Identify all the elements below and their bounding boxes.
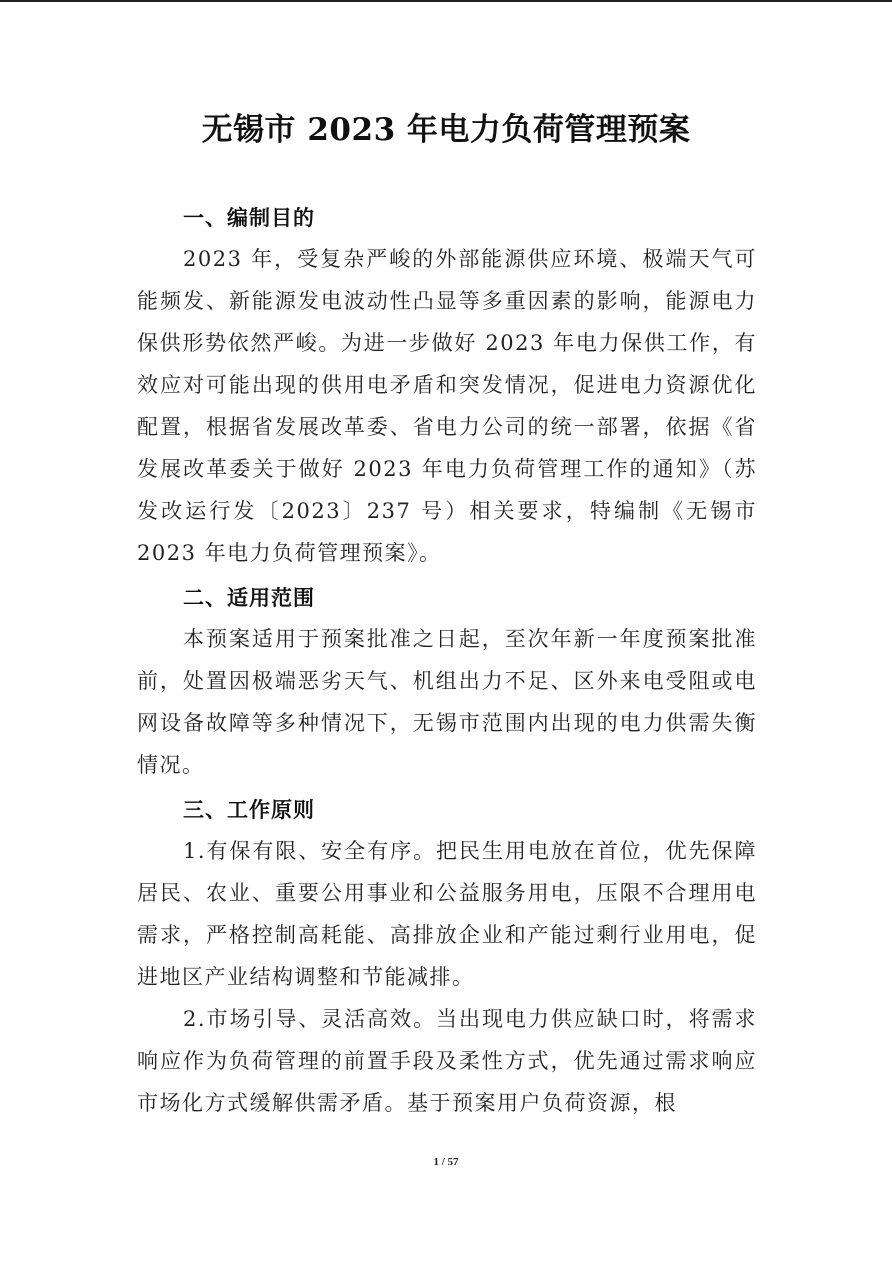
section-paragraph: 2.市场引导、灵活高效。当出现电力供应缺口时，将需求响应作为负荷管理的前置手段及柔性方式，优先通过需求响应市场化方式缓解供需矛盾。基于预案用户负荷资源，根	[137, 1007, 757, 1115]
section-paragraph: 1.有保有限、安全有序。把民生用电放在首位，优先保障居民、农业、重要公用事业和公益服务用电，压限不合理用电需求，严格控制高耗能、高排放企业和产能过剩行业用电，促进地区产业结构调整和节能减排。	[137, 839, 757, 989]
section-paragraph: 本预案适用于预案批准之日起，至次年新一年度预案批准前，处置因极端恶劣天气、机组出力不足、区外来电受阻或电网设备故障等多种情况下，无锡市范围内出现的电力供需失衡情况。	[137, 627, 757, 777]
page-number: 1 / 57	[433, 1156, 459, 1168]
document-body	[137, 200, 757, 1124]
section-heading-purpose: 一、编制目的	[183, 206, 315, 230]
section-heading-scope: 二、适用范围	[183, 586, 315, 610]
section-heading-principles: 三、工作原则	[183, 798, 315, 822]
section-paragraph: 2023 年，受复杂严峻的外部能源供应环境、极端天气可能频发、新能源发电波动性凸显等多重因素的影响，能源电力保供形势依然严峻。为进一步做好 2023 年电力保供工作，有效应对可能出现的供用电矛盾和突发情况，促进电力资源优化配置，根据省发展改革委、省电力公司的统一部署，依据《省发展改革委关于做好 2023 年电力负荷管理工作的通知》（苏发改运行发〔2023〕237 号）相关要求，特编制《无锡市 2023 年电力负荷管理预案》。	[137, 247, 757, 565]
top-border-line	[0, 0, 892, 2]
document-title: 无锡市 2023 年电力负荷管理预案	[201, 112, 691, 148]
